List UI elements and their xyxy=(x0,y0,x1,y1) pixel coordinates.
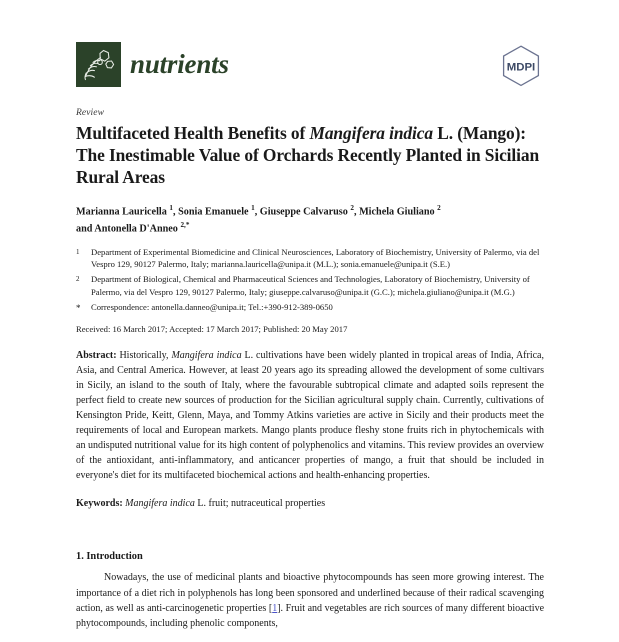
author-affil-ref-3: 2 xyxy=(350,203,354,212)
mdpi-hexagon-logo[interactable] xyxy=(498,44,544,88)
author-list xyxy=(76,203,544,237)
title-part-1: Multifaceted Health Benefits of xyxy=(76,123,310,143)
abstract-section xyxy=(76,348,544,483)
introduction-text-part-1: Nowadays, the use of medicinal plants and bioactive phytocompounds has seen more growing interest. The importance of a diet rich in polyphenols has long been sponsored and underlined because of their radical scavenging action, as well as anti-carcinogenetic properties [ xyxy=(76,572,544,614)
author-marianna-lauricella: Marianna Lauricella xyxy=(76,206,170,218)
introduction-paragraph xyxy=(76,570,544,631)
abstract-part-1: Historically, xyxy=(116,349,172,361)
author-michela-giuliano: , Michela Giuliano xyxy=(353,206,438,218)
affiliation-text: Department of Biological, Chemical and Pharmaceutical Sciences and Technologies, Laboratory of Biochemistry, University of Palermo, via del Vespro 129, 90127 Palermo, Italy; giuseppe.calvaruso@unipa.it (G.C.); michela.giuliano@unipa.it (M.G.) xyxy=(91,274,530,298)
introduction-text-part-2: ]. Fruit and vegetables are rich sources of many different bioactive phytocompounds, including phenolic components, xyxy=(76,602,545,629)
affiliation-item xyxy=(76,273,544,298)
correspondence-text: Correspondence: antonella.danneo@unipa.it; Tel.:+390-912-389-0650 xyxy=(91,302,333,313)
keywords-text: L. fruit; nutraceutical properties xyxy=(194,497,326,509)
author-affil-ref-1: 1 xyxy=(169,203,173,212)
keywords-section xyxy=(76,498,544,509)
page-title xyxy=(76,123,544,189)
keywords-species-name: Mangifera indica xyxy=(122,497,195,509)
affiliation-list xyxy=(76,246,544,316)
affiliation-marker: 2 xyxy=(76,275,80,284)
mdpi-logo-text: MDPI xyxy=(506,61,536,74)
citation-link-1[interactable]: 1 xyxy=(272,602,278,614)
affiliation-marker: 1 xyxy=(76,247,80,256)
author-antonella-danneo: and Antonella D'Anneo xyxy=(76,223,181,235)
affiliation-text: Department of Experimental Biomedicine and Clinical Neurosciences, Laboratory of Biochemistry, University of Palermo, via del Vespro 129, 90127 Palermo, Italy; marianna.lauricella@unipa.it (M.L.); sonia.emanuele@unipa.it (S.E.) xyxy=(91,246,540,270)
article-type-label: Review xyxy=(76,108,105,118)
journal-brand[interactable] xyxy=(76,42,229,87)
affiliation-item xyxy=(76,246,544,271)
correspondence-marker: * xyxy=(76,303,81,314)
abstract-label: Abstract: xyxy=(76,349,117,361)
publication-dates: Received: 16 March 2017; Accepted: 17 March 2017; Published: 20 May 2017 xyxy=(76,323,348,334)
author-affil-ref-5: 2,* xyxy=(180,220,190,229)
title-part-2: L. (Mango): The Inestimable Value of Orchards Recently Planted in Sicilian Rural Areas xyxy=(76,123,540,187)
keywords-label: Keywords: xyxy=(76,497,123,509)
author-affil-ref-4: 2 xyxy=(437,203,441,212)
author-sonia-emanuele: , Sonia Emanuele xyxy=(172,206,252,218)
abstract-species-name: Mangifera indica xyxy=(171,349,242,361)
journal-name: nutrients xyxy=(130,49,229,79)
nutrients-wheat-molecule-logo xyxy=(76,42,121,87)
author-giuseppe-calvaruso: , Giuseppe Calvaruso xyxy=(254,206,351,218)
title-species-name: Mangifera indica xyxy=(309,123,433,143)
masthead xyxy=(76,42,544,90)
abstract-part-2: L. cultivations have been widely planted in tropical areas of India, Africa, Asia, and Central America. However, at least 20 years ago its spreading allowed the development of some cultivars in Sicily, an island to the south of Italy, where the favourable subtropical climate and adapted soils represent the perfect field to create new sources of production for the Sicilian agricultural supply chain. Currently, cultivations of Kensington Pride, Keitt, Glenn, Maya, and Tommy Atkins varieties are active in Sicily and their products meet the requirements of local and European markets. Mango plants produce fleshy stone fruits rich in phytochemicals with an undisputed nutritional value for its high content of polyphenolics and vitamins. This review provides an overview of the antioxidant, anti-inflammatory, and anticancer properties of mango, a fruit that should be included in everyone's diet for its multifaceted biochemical actions and health-enhancing properties. xyxy=(76,349,544,481)
author-affil-ref-2: 1 xyxy=(251,203,255,212)
section-heading-introduction: 1. Introduction xyxy=(76,550,143,562)
correspondence-item xyxy=(76,301,544,315)
